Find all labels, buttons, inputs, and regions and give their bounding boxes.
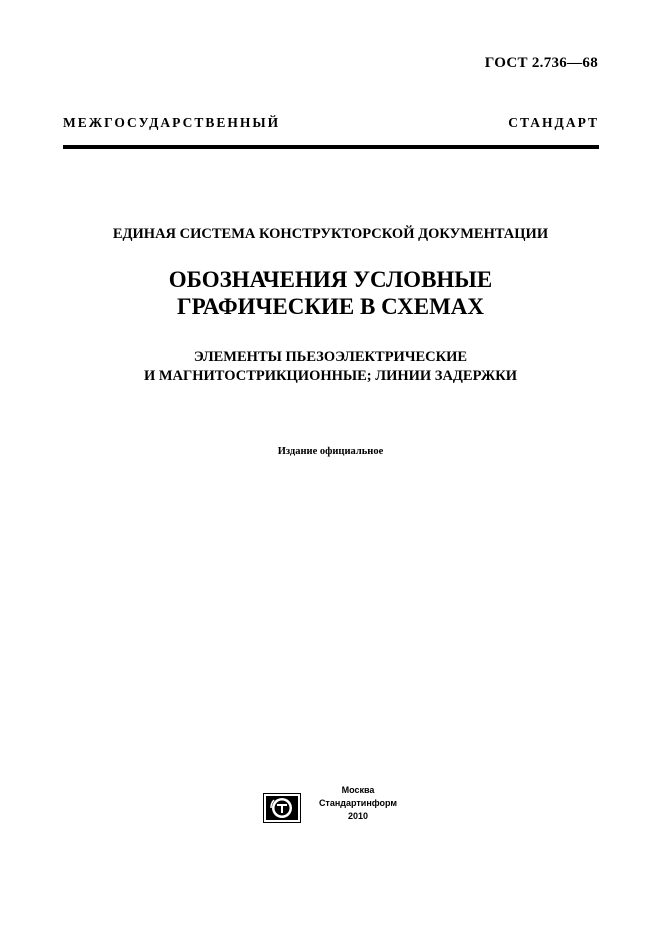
publisher-info (312, 784, 404, 823)
publisher-city: Москва (341, 785, 375, 795)
subtitle (0, 348, 661, 386)
system-name: ЕДИНАЯ СИСТЕМА КОНСТРУКТОРСКОЙ ДОКУМЕНТАЦИИ (112, 226, 549, 242)
subtitle-line-2: И МАГНИТОСТРИКЦИОННЫЕ; ЛИНИИ ЗАДЕРЖКИ (143, 368, 518, 384)
main-title-line-1: ОБОЗНАЧЕНИЯ УСЛОВНЫЕ (168, 267, 493, 292)
header-divider (63, 145, 599, 149)
edition-note: Издание официальное (277, 446, 384, 457)
document-number: ГОСТ 2.736—68 (484, 55, 598, 71)
standartinform-logo-icon (263, 793, 301, 823)
publisher-name: Стандартинформ (318, 798, 398, 808)
publisher-year: 2010 (347, 811, 369, 821)
main-title-line-2: ГРАФИЧЕСКИЕ В СХЕМАХ (176, 294, 485, 319)
main-title (0, 266, 661, 320)
standard-type-heading: МЕЖГОСУДАРСТВЕННЫЙ СТАНДАРТ (63, 115, 599, 130)
subtitle-line-1: ЭЛЕМЕНТЫ ПЬЕЗОЭЛЕКТРИЧЕСКИЕ (193, 349, 468, 365)
